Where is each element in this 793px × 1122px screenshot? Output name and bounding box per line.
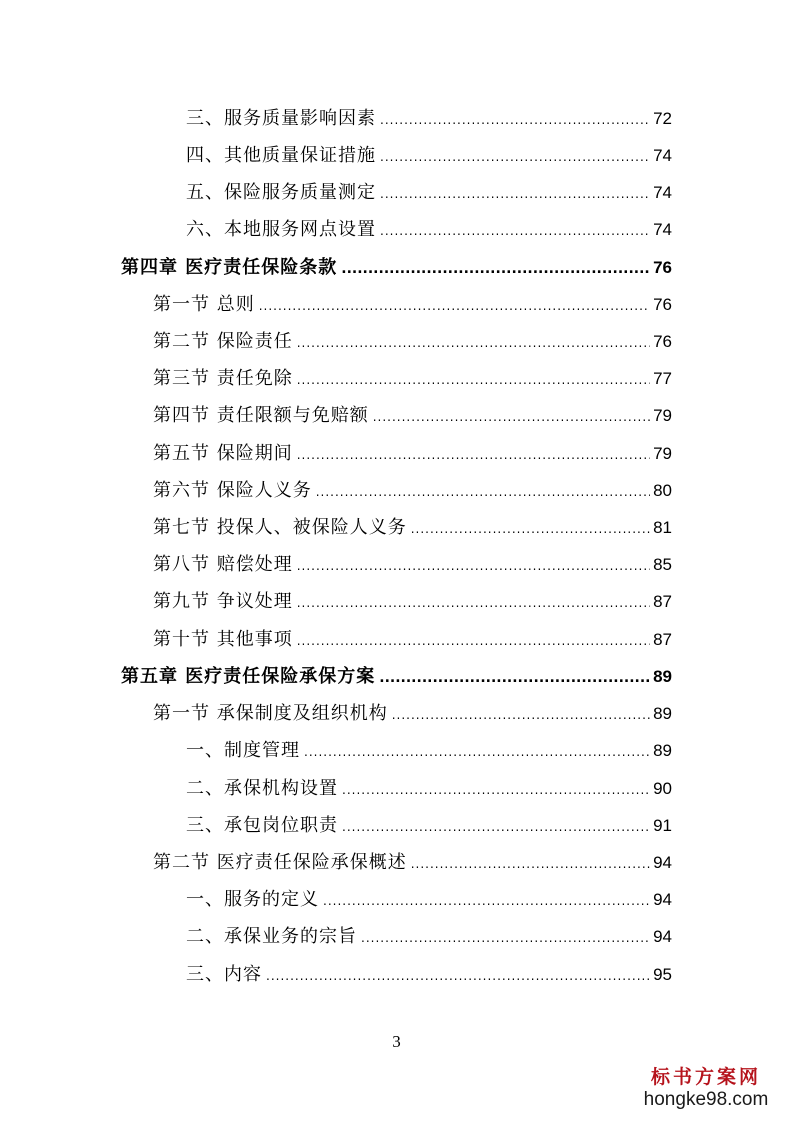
toc-leader-dots: [380, 108, 650, 132]
toc-entry-title: 二、承保业务的宗旨: [186, 926, 357, 947]
toc-leader-dots: [379, 666, 650, 690]
toc-entry[interactable]: [186, 888, 672, 912]
toc-entry-title: 第四章 医疗责任保险条款: [121, 257, 338, 278]
toc-entry-page: 79: [653, 406, 672, 425]
toc-entry[interactable]: [153, 293, 672, 317]
toc-entry-page: 80: [653, 481, 672, 500]
site-watermark-logo: [631, 1066, 781, 1112]
toc-entry-page: 89: [653, 741, 672, 760]
toc-leader-dots: [297, 443, 650, 467]
toc-leader-dots: [411, 517, 650, 541]
toc-entry-page: 89: [653, 704, 672, 723]
toc-entry-page: 89: [653, 667, 672, 686]
toc-entry-title: 第五节 保险期间: [153, 443, 293, 464]
toc-entry-page: 81: [653, 518, 672, 537]
toc-entry-page: 77: [653, 369, 672, 388]
toc-leader-dots: [373, 405, 650, 429]
toc-leader-dots: [361, 926, 650, 950]
toc-entry-title: 六、本地服务网点设置: [186, 219, 376, 240]
toc-entry-title: 第九节 争议处理: [153, 591, 293, 612]
toc-leader-dots: [266, 964, 650, 988]
toc-entry-page: 87: [653, 630, 672, 649]
toc-entry-page: 74: [653, 183, 672, 202]
toc-entry[interactable]: [153, 479, 672, 503]
toc-entry[interactable]: [186, 814, 672, 838]
toc-entry-title: 三、内容: [186, 964, 262, 985]
toc-entry-page: 94: [653, 927, 672, 946]
toc-entry-title: 第六节 保险人义务: [153, 480, 312, 501]
toc-entry[interactable]: [153, 330, 672, 354]
toc-entry-page: 94: [653, 853, 672, 872]
toc-entry-title: 第二节 医疗责任保险承保概述: [153, 852, 407, 873]
toc-leader-dots: [341, 257, 650, 281]
toc-entry-title: 第五章 医疗责任保险承保方案: [121, 666, 376, 687]
toc-entry-page: 79: [653, 444, 672, 463]
toc-chapter-entry[interactable]: [121, 665, 672, 689]
toc-entry-page: 74: [653, 220, 672, 239]
toc-leader-dots: [392, 703, 650, 727]
toc-entry[interactable]: [186, 739, 672, 763]
toc-entry-title: 三、承包岗位职责: [186, 815, 338, 836]
toc-entry-title: 第四节 责任限额与免赔额: [153, 405, 369, 426]
toc-entry[interactable]: [186, 107, 672, 131]
toc-entry[interactable]: [153, 404, 672, 428]
watermark-url: hongke98.com: [643, 1089, 769, 1110]
toc-entry[interactable]: [153, 590, 672, 614]
toc-entry-page: 76: [653, 258, 672, 277]
toc-leader-dots: [297, 331, 650, 355]
toc-entry-page: 74: [653, 146, 672, 165]
toc-entry-title: 第八节 赔偿处理: [153, 554, 293, 575]
toc-entry[interactable]: [186, 218, 672, 242]
toc-entry-page: 95: [653, 965, 672, 984]
toc-leader-dots: [297, 554, 650, 578]
toc-leader-dots: [380, 145, 650, 169]
toc-chapter-entry[interactable]: [121, 256, 672, 280]
toc-entry-title: 第二节 保险责任: [153, 331, 293, 352]
toc-entry-title: 第三节 责任免除: [153, 368, 293, 389]
toc-entry-page: 91: [653, 816, 672, 835]
toc-entry[interactable]: [186, 963, 672, 987]
toc-entry[interactable]: [186, 777, 672, 801]
toc-entry-title: 第一节 总则: [153, 294, 255, 315]
watermark-title: 标书方案网: [650, 1066, 761, 1088]
toc-leader-dots: [380, 182, 650, 206]
toc-entry-page: 76: [653, 332, 672, 351]
toc-entry-title: 第十节 其他事项: [153, 629, 293, 650]
toc-leader-dots: [297, 629, 650, 653]
toc-entry-title: 第七节 投保人、被保险人义务: [153, 517, 407, 538]
toc-leader-dots: [297, 591, 650, 615]
toc-entry-page: 85: [653, 555, 672, 574]
toc-entry-title: 一、服务的定义: [186, 889, 319, 910]
toc-leader-dots: [304, 740, 650, 764]
toc-entry[interactable]: [153, 442, 672, 466]
toc-entry-page: 90: [653, 779, 672, 798]
toc-entry-title: 四、其他质量保证措施: [186, 145, 376, 166]
toc-entry-title: 三、服务质量影响因素: [186, 108, 376, 129]
toc-entry[interactable]: [186, 925, 672, 949]
page-number: 3: [392, 1032, 401, 1051]
toc-entry-page: 72: [653, 109, 672, 128]
toc-entry[interactable]: [153, 516, 672, 540]
toc-entry-title: 一、制度管理: [186, 740, 300, 761]
toc-entry-page: 94: [653, 890, 672, 909]
toc-leader-dots: [316, 480, 650, 504]
toc-entry-page: 87: [653, 592, 672, 611]
toc-entry[interactable]: [153, 553, 672, 577]
toc-entry[interactable]: [186, 144, 672, 168]
toc-entry-title: 第一节 承保制度及组织机构: [153, 703, 388, 724]
toc-entry-title: 五、保险服务质量测定: [186, 182, 376, 203]
toc-entry[interactable]: [186, 181, 672, 205]
toc-leader-dots: [380, 219, 650, 243]
toc-entry[interactable]: [153, 367, 672, 391]
toc-entry[interactable]: [153, 628, 672, 652]
toc-leader-dots: [259, 294, 650, 318]
toc-entry[interactable]: [153, 702, 672, 726]
toc-leader-dots: [411, 852, 650, 876]
toc-leader-dots: [342, 778, 650, 802]
toc-entry-title: 二、承保机构设置: [186, 778, 338, 799]
toc-leader-dots: [297, 368, 650, 392]
toc-entry[interactable]: [153, 851, 672, 875]
toc-leader-dots: [342, 815, 650, 839]
toc-entry-page: 76: [653, 295, 672, 314]
toc-leader-dots: [323, 889, 650, 913]
